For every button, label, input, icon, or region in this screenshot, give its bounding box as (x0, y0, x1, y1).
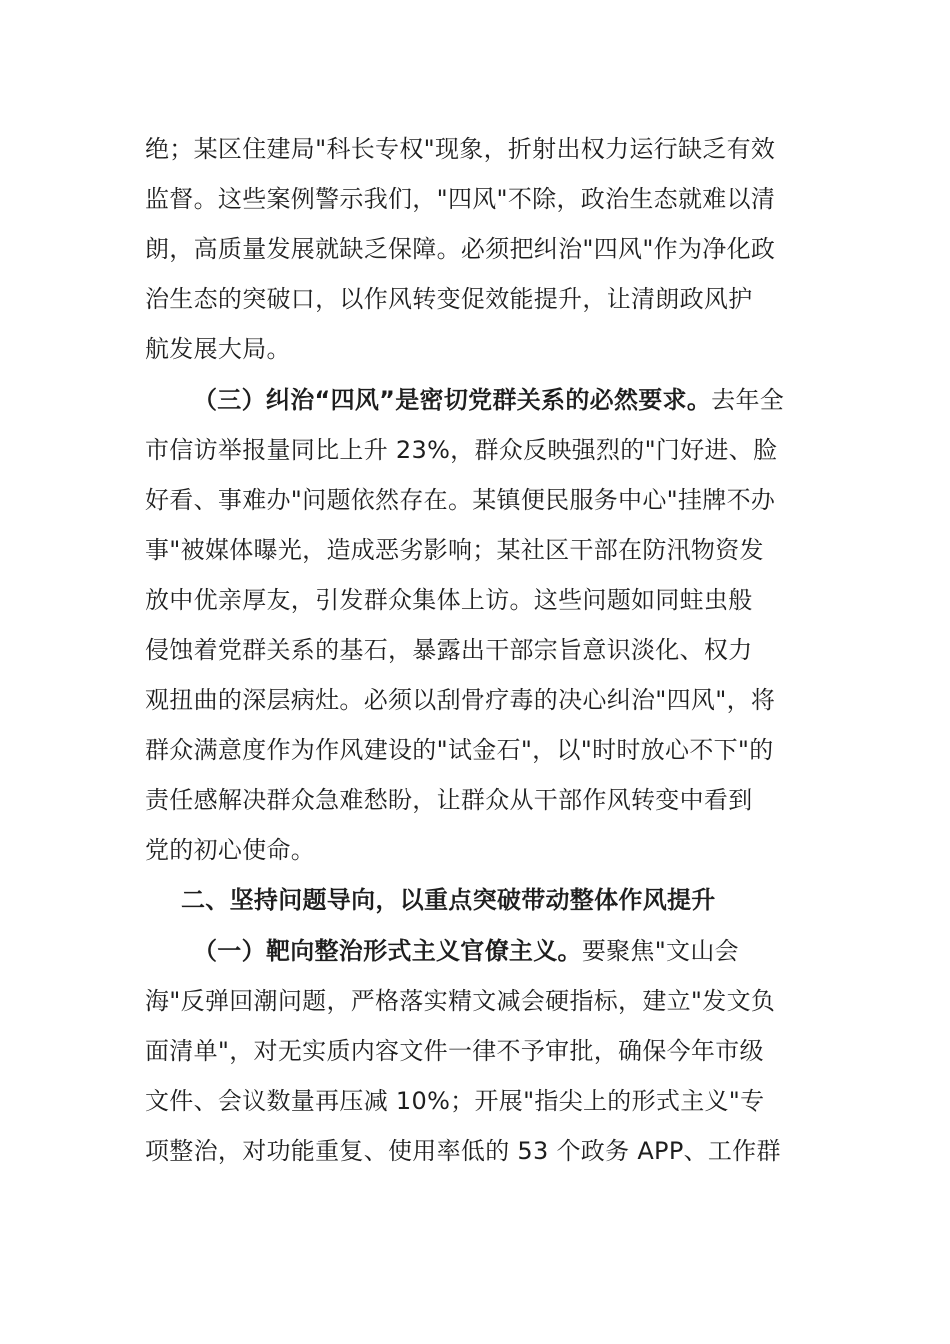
part-2-sub-1-heading: （一）靶向整治形式主义官僚主义。 (193, 937, 582, 965)
part-2-heading: 二、坚持问题导向，以重点突破带动整体作风提升 (181, 886, 716, 914)
paragraph-line: 放中优亲厚友，引发群众集体上访。这些问题如同蛀虫般 (145, 586, 753, 614)
paragraph-line: 文件、会议数量再压减 10%；开展"指尖上的形式主义"专 (145, 1087, 765, 1115)
paragraph-line: 观扭曲的深层病灶。必须以刮骨疗毒的决心纠治"四风"，将 (145, 686, 776, 714)
part-2-sub-1-first-line (193, 936, 739, 966)
paragraph-line: 海"反弹回潮问题，严格落实精文减会硬指标，建立"发文负 (145, 987, 776, 1015)
paragraph-line: 监督。这些案例警示我们，"四风"不除，政治生态就难以清 (145, 185, 776, 213)
paragraph-line: 绝；某区住建局"科长专权"现象，折射出权力运行缺乏有效 (145, 135, 776, 163)
section-3-first-line (193, 385, 784, 415)
section-3-heading: （三）纠治“四风”是密切党群关系的必然要求。 (193, 386, 712, 414)
part-2-sub-1-text: 要聚焦"文山会 (581, 937, 739, 965)
paragraph-line: 市信访举报量同比上升 23%，群众反映强烈的"门好进、脸 (145, 436, 778, 464)
paragraph-line: 项整治，对功能重复、使用率低的 53 个政务 APP、工作群 (145, 1137, 781, 1165)
paragraph-line: 治生态的突破口，以作风转变促效能提升，让清朗政风护 (145, 285, 753, 313)
section-3-text: 去年全 (711, 386, 785, 414)
paragraph-line: 面清单"，对无实质内容文件一律不予审批，确保今年市级 (145, 1037, 764, 1065)
paragraph-line: 群众满意度作为作风建设的"试金石"，以"时时放心不下"的 (145, 736, 774, 764)
paragraph-line: 朗，高质量发展就缺乏保障。必须把纠治"四风"作为净化政 (145, 235, 776, 263)
paragraph-line: 责任感解决群众急难愁盼，让群众从干部作风转变中看到 (145, 786, 753, 814)
paragraph-line: 航发展大局。 (145, 335, 291, 363)
paragraph-line: 党的初心使命。 (145, 836, 316, 864)
paragraph-line: 事"被媒体曝光，造成恶劣影响；某社区干部在防汛物资发 (145, 536, 764, 564)
paragraph-line: 好看、事难办"问题依然存在。某镇便民服务中心"挂牌不办 (145, 486, 776, 514)
paragraph-line: 侵蚀着党群关系的基石，暴露出干部宗旨意识淡化、权力 (145, 636, 753, 664)
